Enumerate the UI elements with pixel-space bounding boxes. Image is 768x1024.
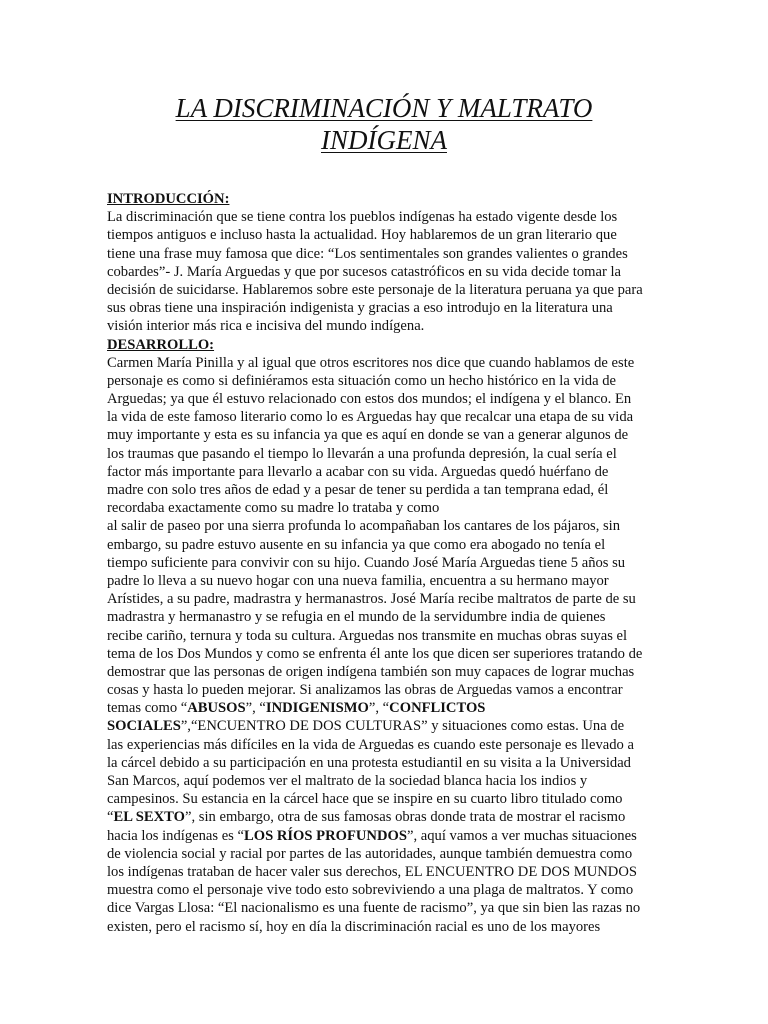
development-line: tiempo suficiente para convivir con su hijo. Cuando José María Arguedas tiene 5 años su	[107, 554, 626, 571]
development-line: existen, pero el racismo sí, hoy en día la discriminación racial es uno de los mayores	[107, 918, 601, 935]
title-line-1: LA DISCRIMINACIÓN Y MALTRATO	[175, 93, 593, 123]
development-line: madrastra y hermanastro y se refugia en el mundo de la servidumbre india de quienes	[107, 609, 606, 626]
development-line: la cárcel debido a su participación en una protesta estudiantil en su visita a la Universidad	[107, 754, 631, 771]
text-run: ”,“ENCUENTRO DE DOS CULTURAS” y situaciones como estas. Una de	[180, 718, 625, 735]
development-line: Arguedas; ya que él estuvo relacionado con estos dos mundos; el indígena y el blanco. En	[107, 391, 632, 408]
work-title-el-sexto: EL SEXTO	[113, 809, 186, 826]
document-title	[100, 92, 668, 156]
development-line: muy importante y esta es su infancia ya que es aquí en donde se van a generar algunos de	[107, 427, 629, 444]
work-title-conflictos: CONFLICTOS	[389, 700, 486, 717]
development-line: padre lo lleva a su nuevo hogar con una nueva familia, encuentra a su hermano mayor	[107, 572, 609, 589]
development-line	[107, 699, 667, 717]
title-line-2: INDÍGENA	[321, 125, 447, 155]
development-line: factor más importante para llevarlo a acabar con su vida. Arguedas quedó huérfano de	[107, 463, 609, 480]
document-body	[107, 190, 667, 936]
development-line: demostrar que las personas de origen indígena también son muy capaces de lograr muchas	[107, 663, 635, 680]
text-run: ”, sin embargo, otra de sus famosas obras donde trata de mostrar el racismo	[185, 809, 626, 826]
text-run: “	[107, 809, 114, 826]
development-line: madre con solo tres años de edad y a pesar de tener su perdida a tan temprana edad, él	[107, 482, 609, 498]
development-line	[107, 717, 667, 735]
development-line: Arístides, a su padre, madrastra y hermanastros. José María recibe maltratos de parte de su	[107, 591, 636, 608]
intro-heading: INTRODUCCIÓN:	[107, 191, 230, 207]
work-title-los-rios-profundos: LOS RÍOS PROFUNDOS	[243, 827, 407, 844]
development-heading: DESARROLLO:	[107, 336, 215, 353]
work-title-abusos: ABUSOS	[187, 700, 246, 717]
development-line: personaje es como si definiéramos esta situación como un hecho histórico en la vida de	[107, 372, 617, 389]
development-line: San Marcos, aquí podemos ver el maltrato de la sociedad blanca hacia los indios y	[107, 773, 588, 789]
development-line: de violencia social y racial por partes de las autoridades, aunque también demuestra como	[107, 845, 633, 862]
development-line: tema de los Dos Mundos y como se enfrenta él ante los que dicen ser superiores tratando de	[107, 645, 643, 662]
development-line: muestra como el personaje vive todo esto sobreviviendo a una plaga de maltratos. Y como	[107, 882, 634, 899]
development-line: recordaba exactamente como su madre lo trataba y como	[107, 500, 440, 517]
development-line: recibe cariño, ternura y toda su cultura. Arguedas nos transmite en muchas obras suyas el	[107, 627, 628, 644]
development-line: los traumas que pasando el tiempo lo llevarán a una profunda depresión, la cual sería el	[107, 445, 617, 462]
development-line: Carmen María Pinilla y al igual que otros escritores nos dice que cuando hablamos de este	[107, 354, 635, 371]
intro-line: decisión de suicidarse. Hablaremos sobre este personaje de la literatura peruana ya que para	[107, 281, 643, 298]
work-title-sociales: SOCIALES	[107, 718, 181, 735]
development-line: cosas y hasta lo pueden mejorar. Si analizamos las obras de Arguedas vamos a encontrar	[107, 682, 623, 699]
development-line: campesinos. Su estancia en la cárcel hace que se inspire en su cuarto libro titulado como	[107, 791, 623, 808]
development-line: dice Vargas Llosa: “El nacionalismo es una fuente de racismo”, ya que sin bien las razas no	[107, 900, 641, 917]
intro-line: sus obras tiene una inspiración indigenista y gracias a eso introdujo en la literatura una	[107, 300, 613, 317]
work-title-indigenismo: INDIGENISMO	[265, 700, 369, 717]
text-run: ”, aquí vamos a ver muchas situaciones	[406, 827, 637, 844]
development-line: embargo, su padre estuvo ausente en su infancia ya que como era abogado no tenía el	[107, 536, 606, 553]
development-line: la vida de este famoso literario como lo es Arguedas hay que recalcar una etapa de su vida	[107, 409, 634, 426]
development-line: al salir de paseo por una sierra profunda lo acompañaban los cantares de los pájaros, sin	[107, 518, 621, 535]
text-run: temas como “	[107, 700, 188, 717]
intro-line: La discriminación que se tiene contra los pueblos indígenas ha estado vigente desde los	[107, 209, 618, 226]
intro-line: visión interior más rica e incisiva del mundo indígena.	[107, 318, 425, 335]
development-line	[107, 808, 667, 826]
text-run: hacia los indígenas es “	[107, 827, 244, 844]
intro-line: cobardes”- J. María Arguedas y que por sucesos catastróficos en su vida decide tomar la	[107, 263, 621, 280]
development-line	[107, 827, 667, 845]
development-line: los indígenas trataban de hacer valer sus derechos, EL ENCUENTRO DE DOS MUNDOS	[107, 863, 637, 880]
text-run: ”, “	[368, 700, 390, 717]
intro-line: tiene una frase muy famosa que dice: “Los sentimentales son grandes valientes o grandes	[107, 245, 628, 262]
text-run: ”, “	[245, 700, 266, 717]
development-line: las experiencias más difíciles en la vida de Arguedas es cuando este personaje es llevado a	[107, 736, 634, 753]
intro-line: tiempos antiguos e incluso hasta la actualidad. Hoy hablaremos de un gran literario que	[107, 227, 617, 244]
